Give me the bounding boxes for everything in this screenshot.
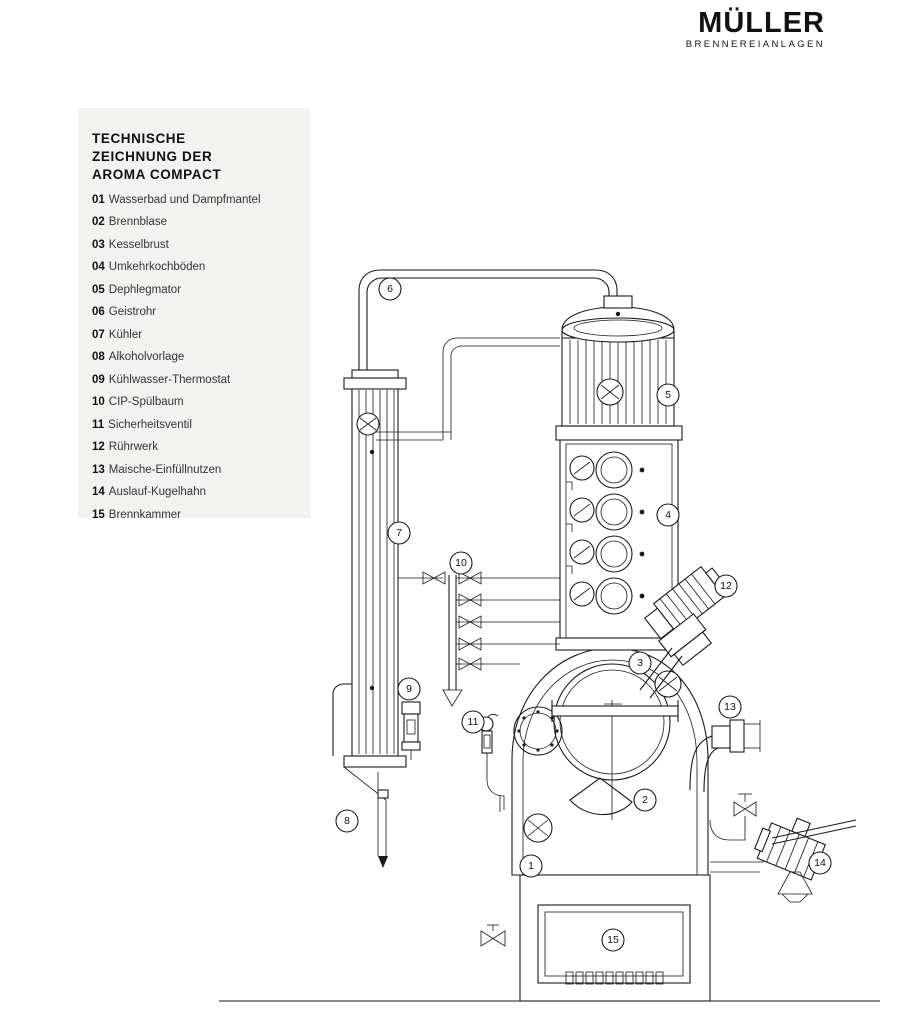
callout-1	[520, 855, 542, 877]
burner-bars	[566, 972, 663, 984]
legend-item-label: CIP-Spülbaum	[108, 396, 184, 409]
legend-item-number: 11	[92, 418, 105, 431]
legend-item-label: Maische-Einfüllnutzen	[108, 463, 222, 476]
svg-text:7: 7	[396, 527, 402, 539]
cooler-top-flange	[344, 378, 406, 389]
legend-item-label: Kühlwasser-Thermostat	[108, 373, 231, 386]
legend-item-number: 01	[92, 193, 105, 206]
svg-text:9: 9	[406, 683, 412, 695]
auslauf-kugelhahn	[710, 808, 856, 902]
legend-item-number: 12	[92, 441, 105, 454]
svg-text:1: 1	[528, 860, 534, 872]
callout-9	[398, 678, 420, 700]
cooler-bottom-flange	[344, 756, 406, 767]
svg-text:14: 14	[814, 857, 826, 869]
legend-item-number: 04	[92, 261, 105, 274]
legend-item-label: Geistrohr	[108, 306, 157, 319]
legend-item-number: 15	[92, 508, 105, 521]
legend-item-number: 14	[92, 486, 105, 499]
sicherheitsventil	[479, 714, 504, 812]
callout-markers	[336, 278, 831, 951]
legend-item-label: Kesselbrust	[108, 238, 169, 251]
callout-2	[634, 789, 656, 811]
kuehler-condenser	[344, 370, 406, 767]
column-top-flange	[556, 426, 682, 440]
svg-text:6: 6	[387, 283, 393, 295]
callout-10	[450, 552, 472, 574]
svg-text:10: 10	[455, 557, 467, 569]
legend-item-label: Dephlegmator	[108, 283, 182, 296]
cooler-branch-valve	[398, 572, 445, 584]
legend-item-number: 05	[92, 283, 105, 296]
callout-3	[629, 652, 651, 674]
svg-text:13: 13	[724, 701, 736, 713]
legend-item-label: Kühler	[108, 328, 143, 341]
svg-text:5: 5	[665, 389, 671, 401]
drain-valve-icon	[481, 925, 505, 946]
legend-item-label: Auslauf-Kugelhahn	[108, 486, 206, 499]
brand-subtitle: BRENNEREIANLAGEN	[685, 39, 825, 51]
svg-text:4: 4	[665, 509, 671, 521]
callout-12	[715, 575, 737, 597]
legend-item-label: Wasserbad und Dampfmantel	[108, 193, 261, 206]
callout-4	[657, 504, 679, 526]
legend-item-label: Rührwerk	[108, 441, 159, 454]
legend-item-label: Brennkammer	[108, 508, 182, 521]
legend-item-label: Sicherheitsventil	[108, 418, 192, 431]
legend-title-line-2: ZEICHNUNG DER	[92, 149, 213, 165]
maische-einfuellstutzen	[690, 720, 760, 840]
callout-8	[336, 810, 358, 832]
svg-text:3: 3	[637, 657, 643, 669]
svg-text:15: 15	[607, 934, 619, 946]
callout-13	[719, 696, 741, 718]
legend-title-line-1: TECHNISCHE	[92, 131, 186, 146]
legend-item-number: 09	[92, 373, 105, 386]
legend-item-number: 02	[92, 216, 105, 229]
legend-item-label: Umkehrkochböden	[108, 261, 206, 274]
cooling-water-line	[333, 684, 352, 756]
callout-14	[809, 852, 831, 874]
brand-name: MÜLLER	[698, 7, 825, 39]
legend-item-number: 06	[92, 306, 105, 319]
svg-text:8: 8	[344, 815, 350, 827]
svg-text:11: 11	[467, 716, 479, 728]
legend-item-number: 08	[92, 351, 105, 364]
legend-item-number: 13	[92, 463, 105, 476]
callout-11	[462, 711, 484, 733]
svg-text:12: 12	[720, 580, 732, 592]
legend-item-number: 10	[92, 396, 105, 409]
column-plates	[566, 452, 644, 614]
kuehlwasser-thermostat	[402, 702, 420, 760]
legend-item-label: Alkoholvorlage	[108, 351, 185, 364]
dephlegmator	[562, 296, 674, 426]
legend-title-line-3: AROMA COMPACT	[92, 167, 222, 183]
svg-text:2: 2	[642, 794, 648, 806]
legend-item-number: 03	[92, 238, 105, 251]
callout-6	[379, 278, 401, 300]
callout-7	[388, 522, 410, 544]
callout-15	[602, 929, 624, 951]
kesselbrust-bar	[552, 700, 678, 722]
callout-5	[657, 384, 679, 406]
legend-item-number: 07	[92, 328, 105, 341]
legend-item-label: Brennblase	[108, 216, 167, 229]
